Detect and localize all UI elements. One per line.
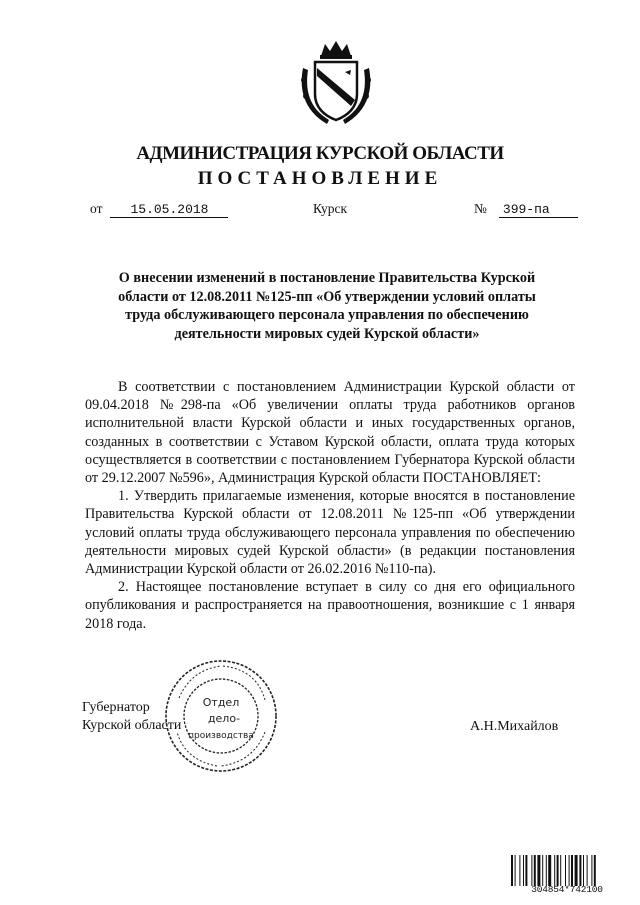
organization-name: АДМИНИСТРАЦИЯ КУРСКОЙ ОБЛАСТИ (136, 143, 504, 164)
document-body (85, 378, 575, 633)
paragraph-1: 1. Утвердить прилагаемые изменения, которые вносятся в постановление Правительства Курской области от 12.08.2011 №125-пп «Об утверждении условий оплаты труда обслуживающего персонала управления по обеспечению деятельности мировых судей Курской области» (в редакции постановления Администрации Курской области от 26.02.2016 №110-па). (85, 488, 575, 578)
signatory-position: Губернатор Курской области (82, 700, 182, 733)
paragraph-2: 2. Настоящее постановление вступает в силу со дня его официального опубликования и распространяется на правоотношения, возникшие с 1 января 2018 года. (85, 579, 575, 632)
kursk-coat-of-arms-icon (297, 38, 375, 128)
paragraph-preamble: В соответствии с постановлением Администрации Курской области от 09.04.2018 №298-па «Об увеличении оплаты труда работников органов исполнительной власти Курской области и иных государственных органов, созданных в соответствии с Уставом Курской области, оплата труда которых осуществляется в соответствии с постановлением Губернатора Курской области от 29.12.2007 №596», Администрация Курской области ПОСТАНОВЛЯЕТ: (85, 379, 575, 487)
document-city: Курск (313, 201, 348, 216)
barcode-icon (511, 855, 623, 886)
date-label: от (90, 201, 103, 216)
stamp-line-1: Отдел (202, 696, 240, 709)
number-value: 399-па (499, 202, 578, 218)
round-stamp-icon (161, 656, 281, 776)
document-type: ПОСТАНОВЛЕНИЕ (197, 168, 443, 189)
stamp-line-3: производства (188, 731, 254, 741)
date-value: 15.05.2018 (110, 202, 228, 218)
barcode-number: 304854*742100 (531, 884, 603, 895)
barcode (511, 855, 623, 895)
decree-word: ПОСТАНОВЛЯЕТ: (422, 470, 541, 487)
document-number (474, 201, 578, 218)
signatory-name: А.Н.Михайлов (470, 719, 559, 734)
number-label: № (474, 201, 487, 216)
document-date (90, 201, 228, 218)
stamp-line-2: дело- (207, 712, 241, 725)
document-subject: О внесении изменений в постановление Правительства Курской области от 12.08.2011 №125-пп «Об утверждении условий оплаты труда обслуживающего персонала управления по обеспечению деятельности мировых судей Курской области» (118, 270, 536, 342)
